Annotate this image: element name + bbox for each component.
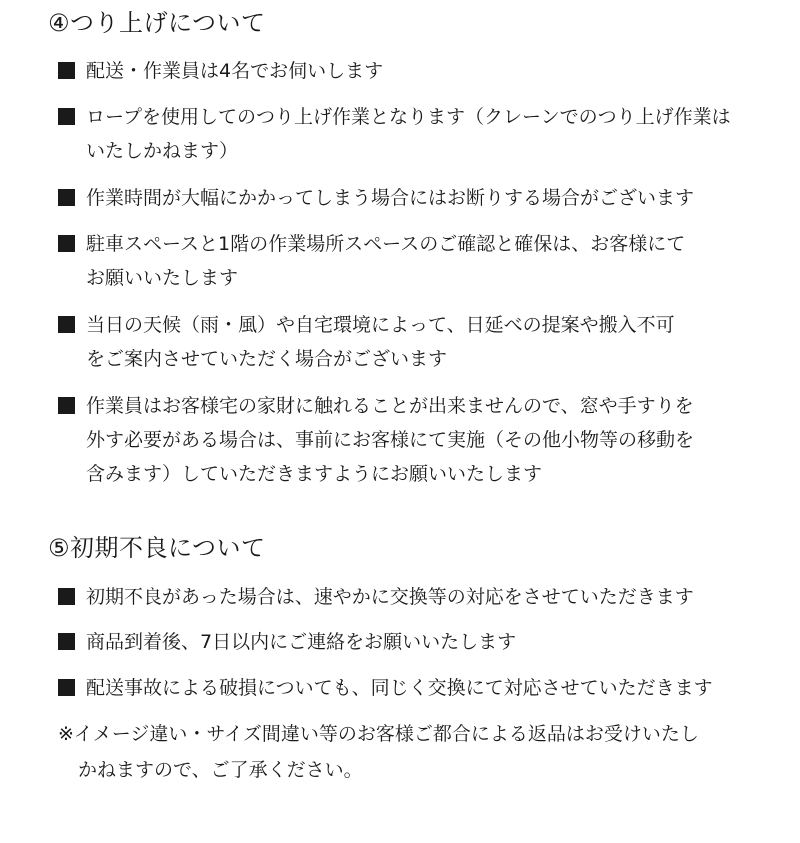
list-item xyxy=(58,308,758,376)
item-text: ロープを使用してのつり上げ作業となります（クレーンでのつり上げ作業は xyxy=(86,106,731,128)
square-bullet-icon xyxy=(58,189,75,206)
square-bullet-icon xyxy=(58,397,75,414)
note-text: ※イメージ違い・サイズ間違い等のお客様ご都合による返品はお受けいたし xyxy=(58,723,699,745)
list-item xyxy=(58,181,758,215)
list-item xyxy=(58,580,758,614)
list-item xyxy=(58,227,758,295)
square-bullet-icon xyxy=(58,633,75,650)
item-text: お願いいたします xyxy=(86,267,239,289)
list-item xyxy=(58,389,758,491)
section-title-initial-defects: ⑤初期不良について xyxy=(48,534,266,562)
item-text: 配送事故による破損についても、同じく交換にて対応させていただきます xyxy=(86,677,713,699)
square-bullet-icon xyxy=(58,62,75,79)
square-bullet-icon xyxy=(58,108,75,125)
item-text: 商品到着後、7日以内にご連絡をお願いいたします xyxy=(86,631,517,653)
list-item xyxy=(58,54,758,88)
item-text: 配送・作業員は4名でお伺いします xyxy=(86,60,384,82)
square-bullet-icon xyxy=(58,235,75,252)
square-bullet-icon xyxy=(58,316,75,333)
item-text: いたしかねます） xyxy=(86,140,239,162)
item-text: 初期不良があった場合は、速やかに交換等の対応をさせていただきます xyxy=(86,586,694,608)
item-text: 含みます）していただきますようにお願いいたします xyxy=(86,463,543,485)
list-item xyxy=(58,100,758,168)
return-policy-note xyxy=(58,716,758,788)
list-item xyxy=(58,625,758,659)
section-title-lifting: ④つり上げについて xyxy=(48,9,266,37)
square-bullet-icon xyxy=(58,588,75,605)
note-text: かねますので、ご了承ください。 xyxy=(78,759,363,781)
item-text: をご案内させていただく場合がございます xyxy=(86,348,448,370)
item-text: 当日の天候（雨・風）や自宅環境によって、日延べの提案や搬入不可 xyxy=(86,314,675,336)
item-text: 外す必要がある場合は、事前にお客様にて実施（その他小物等の移動を xyxy=(86,429,695,451)
square-bullet-icon xyxy=(58,679,75,696)
item-text: 駐車スペースと1階の作業場所スペースのご確認と確保は、お客様にて xyxy=(86,233,686,255)
item-text: 作業時間が大幅にかかってしまう場合にはお断りする場合がございます xyxy=(86,187,695,209)
list-item xyxy=(58,671,758,705)
item-text: 作業員はお客様宅の家財に触れることが出来ませんので、窓や手すりを xyxy=(86,395,694,417)
